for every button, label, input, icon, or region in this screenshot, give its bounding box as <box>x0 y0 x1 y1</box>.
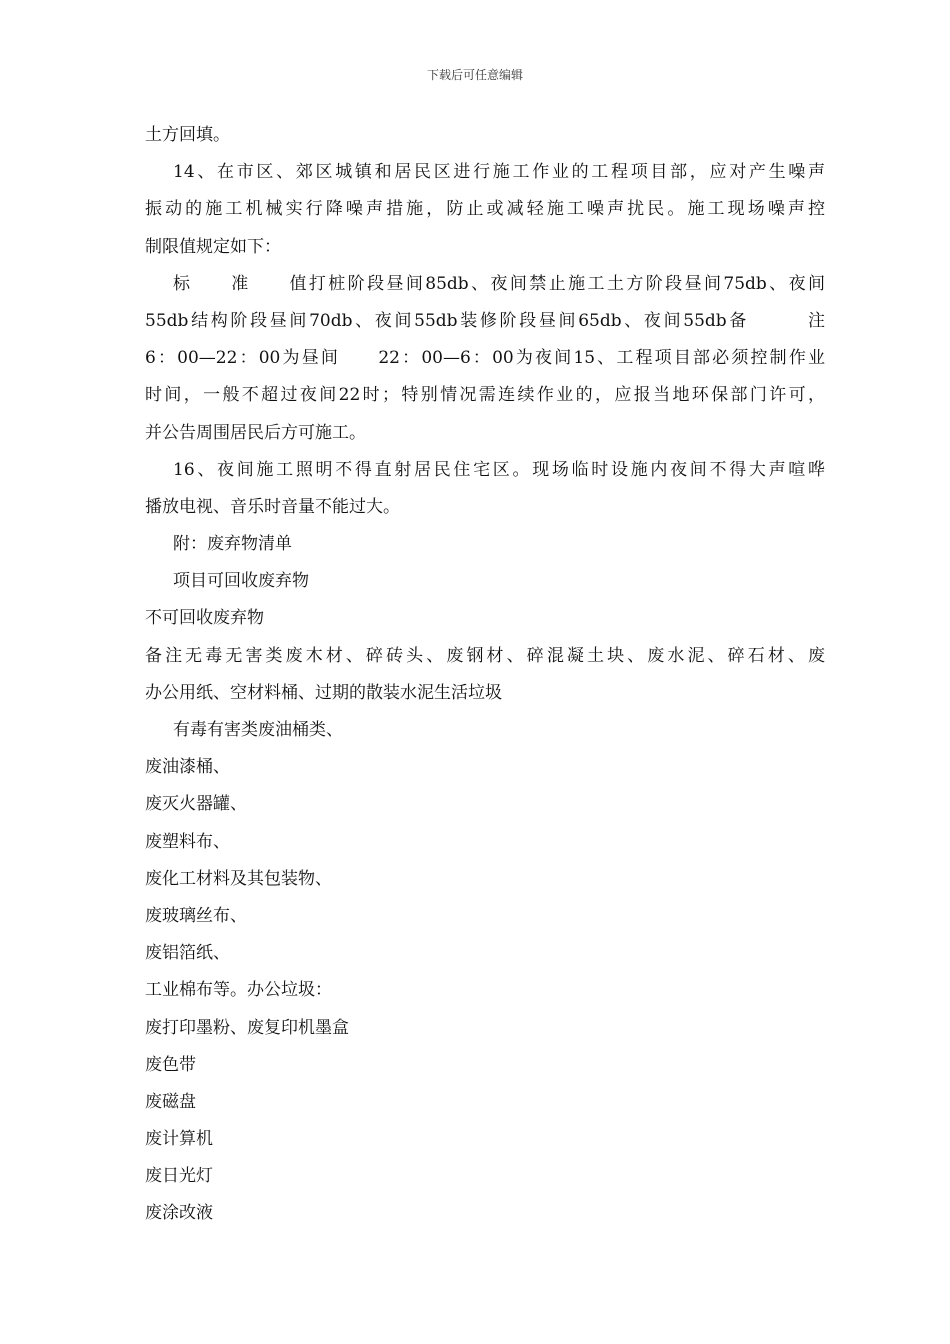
text-line: 6：00—22：00为昼间 22：00—6：00为夜间15、工程项目部必须控制作业 <box>145 348 825 369</box>
text-line: 14、在市区、郊区城镇和居民区进行施工作业的工程项目部，应对产生噪声 <box>173 162 825 183</box>
text-line: 工业棉布等。办公垃圾： <box>145 980 332 1001</box>
text-line: 废磁盘 <box>145 1091 196 1112</box>
text-line: 标 准 值打桩阶段昼间85db、夜间禁止施工土方阶段昼间75db、夜间 <box>173 273 825 294</box>
text-line: 废铝箔纸、 <box>145 943 230 964</box>
text-line: 振动的施工机械实行降噪声措施，防止或减轻施工噪声扰民。施工现场噪声控 <box>145 199 825 220</box>
text-line: 废计算机 <box>145 1129 213 1150</box>
text-line: 办公用纸、空材料桶、过期的散装水泥生活垃圾 <box>145 682 502 703</box>
page-header: 下载后可任意编辑 <box>426 68 523 82</box>
text-line: 废打印墨粉、废复印机墨盒 <box>145 1017 349 1038</box>
text-line: 废油漆桶、 <box>145 757 230 778</box>
text-line: 项目可回收废弃物 <box>173 571 309 592</box>
text-line: 并公告周围居民后方可施工。 <box>145 422 366 443</box>
text-line: 有毒有害类废油桶类、 <box>173 720 343 740</box>
text-line: 废塑料布、 <box>145 831 230 852</box>
text-line: 废日光灯 <box>145 1166 213 1187</box>
text-line: 废色带 <box>145 1054 196 1075</box>
text-line: 备注无毒无害类废木材、碎砖头、废钢材、碎混凝土块、废水泥、碎石材、废 <box>145 645 825 666</box>
text-line: 播放电视、音乐时音量不能过大。 <box>145 496 400 517</box>
text-line: 废涂改液 <box>145 1203 213 1224</box>
text-line: 时间，一般不超过夜间22时；特别情况需连续作业的，应报当地环保部门许可， <box>145 385 825 406</box>
text-line: 土方回填。 <box>145 125 230 145</box>
text-line: 废化工材料及其包装物、 <box>145 868 332 889</box>
text-line: 制限值规定如下： <box>145 236 281 257</box>
text-line: 废灭火器罐、 <box>145 794 247 815</box>
text-line: 附：废弃物清单 <box>173 534 292 555</box>
text-line: 废玻璃丝布、 <box>145 905 247 926</box>
text-line: 不可回收废弃物 <box>145 608 264 629</box>
document-body <box>145 117 825 1233</box>
text-line: 16、夜间施工照明不得直射居民住宅区。现场临时设施内夜间不得大声喧哗 <box>173 459 825 480</box>
text-line: 55db结构阶段昼间70db、夜间55db装修阶段昼间65db、夜间55db备 注 <box>145 310 825 331</box>
